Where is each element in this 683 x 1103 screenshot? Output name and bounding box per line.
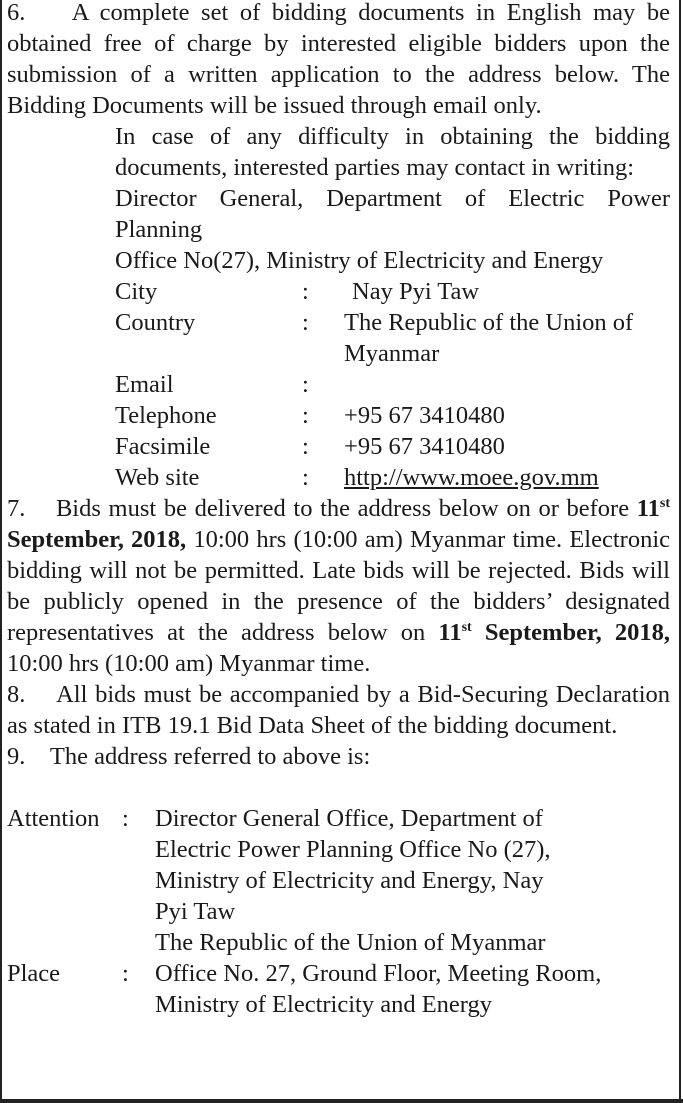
- paragraph-7-text-2: Electronic bidding will not be permitted. Late bids will be rejected. Bids will be publicly opened in the presence of the bidders’ designated representatives at the address below on: [7, 526, 670, 646]
- colon: :: [122, 960, 129, 987]
- telephone-value: +95 67 3410480: [344, 402, 505, 429]
- frame-border-right: [679, 0, 681, 1103]
- frame-border-bottom: [0, 1099, 683, 1103]
- attention-country: The Republic of the Union of Myanmar: [155, 929, 546, 956]
- attention-value: Director General Office, Department of Electric Power Planning Office No (27), Ministry of Electricity and Energy, Nay Pyi Taw: [155, 805, 551, 925]
- bid-opening-date: 11st September, 2018,: [438, 619, 670, 646]
- colon: :: [302, 464, 309, 491]
- city-row: [115, 276, 670, 307]
- facsimile-label: Facsimile: [115, 433, 211, 460]
- difficulty-text: In case of any difficulty in obtaining the bidding documents, interested parties may contact in writing:: [115, 123, 670, 181]
- paragraph-7: [7, 493, 670, 679]
- email-label: Email: [115, 371, 174, 398]
- paragraph-6: [7, 0, 670, 121]
- colon: :: [302, 309, 309, 336]
- website-link[interactable]: http://www.moee.gov.mm: [344, 464, 599, 491]
- place-row: [7, 958, 670, 1020]
- paragraph-9-number: 9.: [7, 743, 26, 770]
- colon: :: [122, 805, 129, 832]
- city-value: Nay Pyi Taw: [352, 278, 480, 305]
- bid-deadline-date: 11st September, 2018,: [7, 495, 671, 553]
- paragraph-6-number: 6.: [7, 0, 26, 26]
- place-label: Place: [7, 960, 61, 987]
- contact-director: Director General, Department of Electric Power Planning: [115, 185, 670, 243]
- website-label: Web site: [115, 464, 200, 491]
- city-label: City: [115, 278, 158, 305]
- bid-deadline-time: 10:00 hrs (10:00 am) Myanmar time.: [186, 526, 563, 553]
- paragraph-9-text: The address referred to above is:: [49, 743, 371, 770]
- colon: :: [302, 278, 309, 305]
- email-row: [115, 369, 670, 400]
- facsimile-value: +95 67 3410480: [344, 433, 505, 460]
- telephone-label: Telephone: [115, 402, 217, 429]
- country-row: [115, 307, 670, 369]
- place-value: Office No. 27, Ground Floor, Meeting Room, Ministry of Electricity and Energy: [155, 960, 602, 1018]
- paragraph-8-number: 8.: [7, 681, 26, 708]
- contact-block: [115, 121, 670, 493]
- telephone-row: [115, 400, 670, 431]
- colon: :: [302, 433, 309, 460]
- paragraph-6-text: A complete set of bidding documents in English may be obtained free of charge by interested eligible bidders upon the submission of a written application to the address below. The Bidding Documents will be issued through email only.: [7, 0, 671, 119]
- facsimile-row: [115, 431, 670, 462]
- colon: :: [302, 371, 309, 398]
- frame-border-left: [0, 0, 2, 1103]
- attention-row: [7, 803, 670, 958]
- attention-label: Attention: [7, 805, 100, 832]
- contact-office: Office No(27), Ministry of Electricity and Energy: [115, 247, 604, 274]
- colon: :: [302, 402, 309, 429]
- paragraph-8-text: All bids must be accompanied by a Bid-Securing Declaration as stated in ITB 19.1 Bid Data Sheet of the bidding document.: [7, 681, 671, 739]
- country-value: The Republic of the Union of Myanmar: [344, 309, 634, 367]
- paragraph-7-number: 7.: [7, 495, 26, 522]
- country-label: Country: [115, 309, 196, 336]
- paragraph-7-text-1: Bids must be delivered to the address below on or before: [55, 495, 630, 522]
- document-content: [7, 0, 670, 1020]
- paragraph-9: [7, 741, 670, 772]
- email-value: [344, 369, 670, 400]
- website-row: [115, 462, 670, 493]
- bid-opening-time: 10:00 hrs (10:00 am) Myanmar time.: [7, 650, 371, 677]
- paragraph-8: [7, 679, 670, 741]
